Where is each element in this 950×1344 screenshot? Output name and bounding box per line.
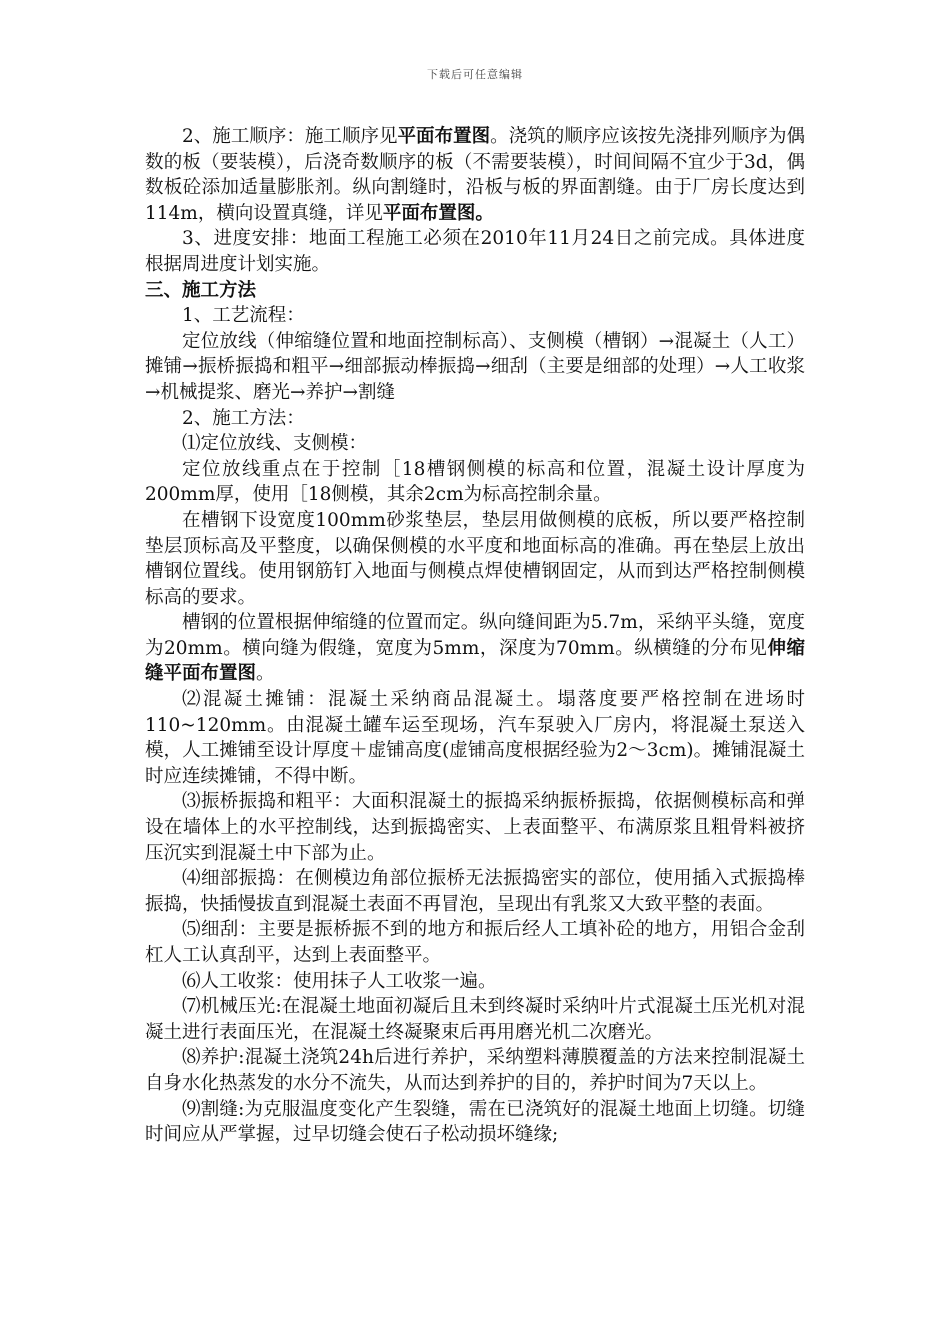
paragraph-step-9: ⑼割缝:为克服温度变化产生裂缝，需在已浇筑好的混凝土地面上切缝。切缝时间应从严掌握，过早切缝会使石子松动损坏缝缘; <box>145 1098 805 1146</box>
paragraph-schedule: 3、进度安排：地面工程施工必须在2010年11月24日之前完成。具体进度根据周进度计划实施。 <box>145 228 805 275</box>
paragraph-step-5: ⑸细刮：主要是振桥振不到的地方和振后经人工填补砼的地方，用铝合金刮杠人工认真刮平，达到上表面整平。 <box>145 919 805 966</box>
paragraph-step-1-c <box>145 610 805 687</box>
text-run: 槽钢的位置根据伸缩缝的位置而定。纵向缝间距为5.7m，采纳平头缝，宽度为20mm。横向缝为假缝，宽度为5mm，深度为70mm。纵横缝的分布见 <box>145 612 805 659</box>
paragraph-step-1-a: 定位放线重点在于控制［18槽钢侧模的标高和位置，混凝土设计厚度为200mm厚，使用［18侧模，其余2cm为标高控制余量。 <box>145 458 805 506</box>
document-body <box>145 124 805 1148</box>
paragraph-step-7: ⑺机械压光:在混凝土地面初凝后且未到终凝时采纳叶片式混凝土压光机对混凝土进行表面压光，在混凝土终凝聚束后再用磨光机二次磨光。 <box>145 996 805 1043</box>
paragraph-process-flow: 定位放线（伸缩缝位置和地面控制标高）、支侧模（槽钢）→混凝土（人工）摊铺→振桥振捣和粗平→细部振动棒振捣→细刮（主要是细部的处理）→人工收浆→机械提浆、磨光→养护→割缝 <box>145 330 805 403</box>
paragraph-step-4: ⑷细部振捣：在侧模边角部位振桥无法振捣密实的部位，使用插入式振捣棒振捣，快插慢拔直到混凝土表面不再冒泡，呈现出有乳浆又大致平整的表面。 <box>145 868 805 915</box>
bold-reference: 平面布置图 <box>397 126 491 147</box>
page-header-note: 下载后可任意编辑 <box>427 68 523 81</box>
paragraph-step-1-title: ⑴定位放线、支侧模： <box>182 433 368 455</box>
text-run: 。 <box>256 663 275 685</box>
bold-reference: 伸缩缝平面布置图 <box>145 637 805 685</box>
paragraph-step-3: ⑶振桥振捣和粗平：大面积混凝土的振捣采纳振桥振捣，依据侧模标高和弹设在墙体上的水平控制线，达到振捣密实、上表面整平、布满原浆且粗骨料被挤压沉实到混凝土中下部为止。 <box>145 791 805 864</box>
paragraph-construction-sequence <box>145 124 805 226</box>
text-run: 。浇筑的顺序应该按先浇排列顺序为偶数的板（要装模），后浇奇数顺序的板（不需要装模），时间间隔不宜少于3d，偶数板砼添加适量膨胀剂。纵向割缝时，沿板与板的界面割缝。由于厂房长度达到114m，横向设置真缝，详见 <box>145 126 805 224</box>
paragraph-methods-title: 2、施工方法： <box>182 407 305 429</box>
text-run: 2、施工顺序：施工顺序见 <box>182 126 398 147</box>
paragraph-step-2: ⑵混凝土摊铺：混凝土采纳商品混凝土。塌落度要严格控制在进场时110~120mm。由混凝土罐车运至现场，汽车泵驶入厂房内，将混凝土泵送入模，人工摊铺至设计厚度＋虚铺高度(虚铺高度根据经验为2～3cm)。摊铺混凝土时应连续摊铺，不得中断。 <box>145 689 805 787</box>
bold-reference: 平面布置图。 <box>382 202 494 224</box>
paragraph-step-6: ⑹人工收浆：使用抹子人工收浆一遍。 <box>182 970 497 992</box>
section-heading-methods: 三、施工方法 <box>145 279 257 301</box>
paragraph-step-8: ⑻养护:混凝土浇筑24h后进行养护，采纳塑料薄膜覆盖的方法来控制混凝土自身水化热蒸发的水分不流失，从而达到养护的目的，养护时间为7天以上。 <box>145 1047 805 1094</box>
paragraph-process-flow-title: 1、工艺流程： <box>182 305 305 327</box>
paragraph-step-1-b: 在槽钢下设宽度100mm砂浆垫层，垫层用做侧模的底板，所以要严格控制垫层顶标高及平整度，以确保侧模的水平度和地面标高的准确。再在垫层上放出槽钢位置线。使用钢筋钉入地面与侧模点焊使槽钢固定，从而到达严格控制侧模标高的要求。 <box>145 509 805 608</box>
